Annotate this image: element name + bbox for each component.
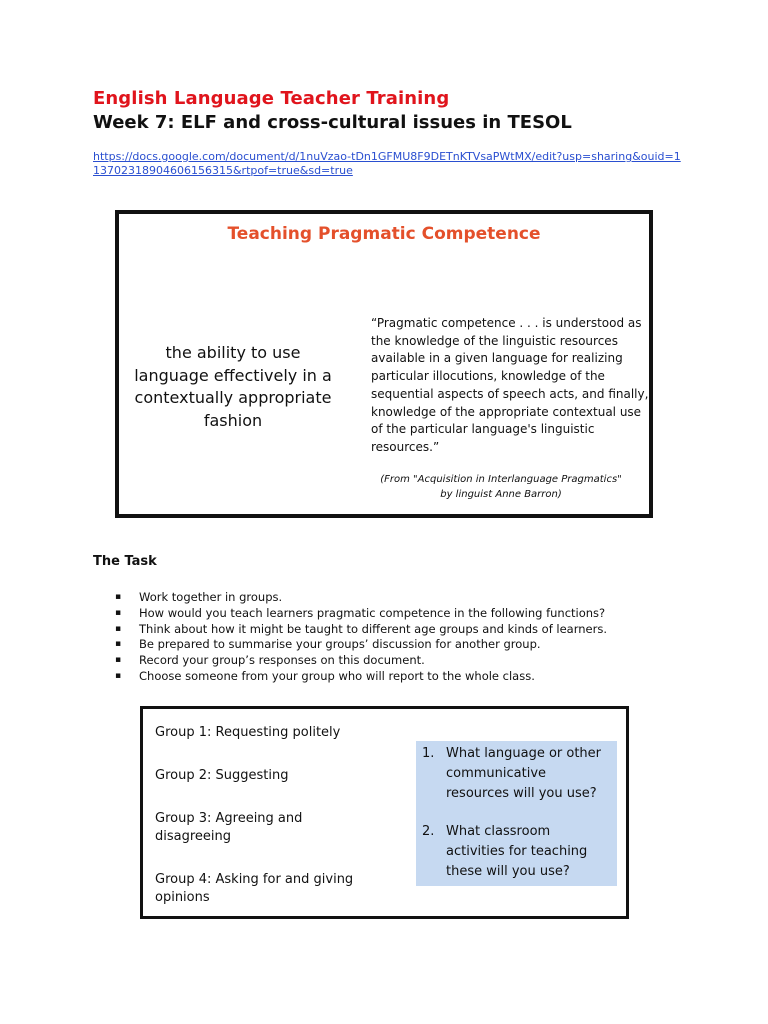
bullet-icon: ▪: [115, 670, 122, 681]
group-4-label: Group 4: Asking for and giving opinions: [155, 872, 354, 905]
list-item: ▪ Choose someone from your group who will report to the whole class.: [115, 668, 535, 683]
bullet-icon: ▪: [115, 607, 122, 618]
question-number: 1.: [422, 746, 435, 761]
questions-panel: [416, 741, 617, 886]
list-item: ▪ Be prepared to summarise your groups’ discussion for another group.: [115, 637, 541, 652]
bullet-icon: ▪: [115, 639, 122, 650]
slide-image: [115, 210, 653, 518]
task-list: [115, 590, 675, 685]
list-item: ▪ Work together in groups.: [115, 590, 283, 604]
bullet-icon: ▪: [115, 623, 122, 634]
question-1: [422, 744, 612, 804]
slide-citation: [371, 472, 631, 502]
slide-definition: the ability to use language effectively in a contextually appropriate fashion: [134, 343, 332, 430]
question-number: 2.: [422, 824, 435, 839]
bullet-icon: ▪: [115, 592, 122, 602]
week-title: Week 7: ELF and cross-cultural issues in TESOL: [93, 112, 572, 133]
group-3-label: Group 3: Agreeing and disagreeing: [155, 811, 303, 844]
list-item: ▪ How would you teach learners pragmatic competence in the following functions?: [115, 605, 606, 620]
group-1-label: Group 1: Requesting politely: [155, 725, 341, 740]
list-item: ▪ Think about how it might be taught to different age groups and kinds of learners.: [115, 621, 607, 636]
group-2-label: Group 2: Suggesting: [155, 768, 289, 783]
course-title: English Language Teacher Training: [93, 88, 450, 109]
groups-box: [140, 706, 629, 919]
slide-title: Teaching Pragmatic Competence: [227, 224, 541, 244]
question-text: What language or other communicative resources will you use?: [446, 746, 602, 801]
google-doc-link[interactable]: https://docs.google.com/document/d/1nuVzao-tDn1GFMU8F9DETnKTVsaPWtMX/edit?usp=sharing&ouid=113702318904606156315&rtpof=true&sd=true: [93, 150, 681, 177]
bullet-icon: ▪: [115, 655, 122, 666]
list-item: ▪ Record your group’s responses on this document.: [115, 653, 425, 668]
citation-line-2: by linguist Anne Barron): [440, 489, 562, 500]
citation-line-1: (From "Acquisition in Interlanguage Pragmatics": [380, 474, 622, 485]
question-2: [422, 822, 612, 882]
task-heading: The Task: [93, 554, 157, 569]
question-text: What classroom activities for teaching these will you use?: [446, 824, 588, 879]
slide-quote: “Pragmatic competence . . . is understood as the knowledge of the linguistic resources available in a given language for realizing particular illocutions, knowledge of the sequential aspects of speech acts, and finally, knowledge of the appropriate contextual use of the particular language's linguistic resources.”: [371, 316, 649, 454]
